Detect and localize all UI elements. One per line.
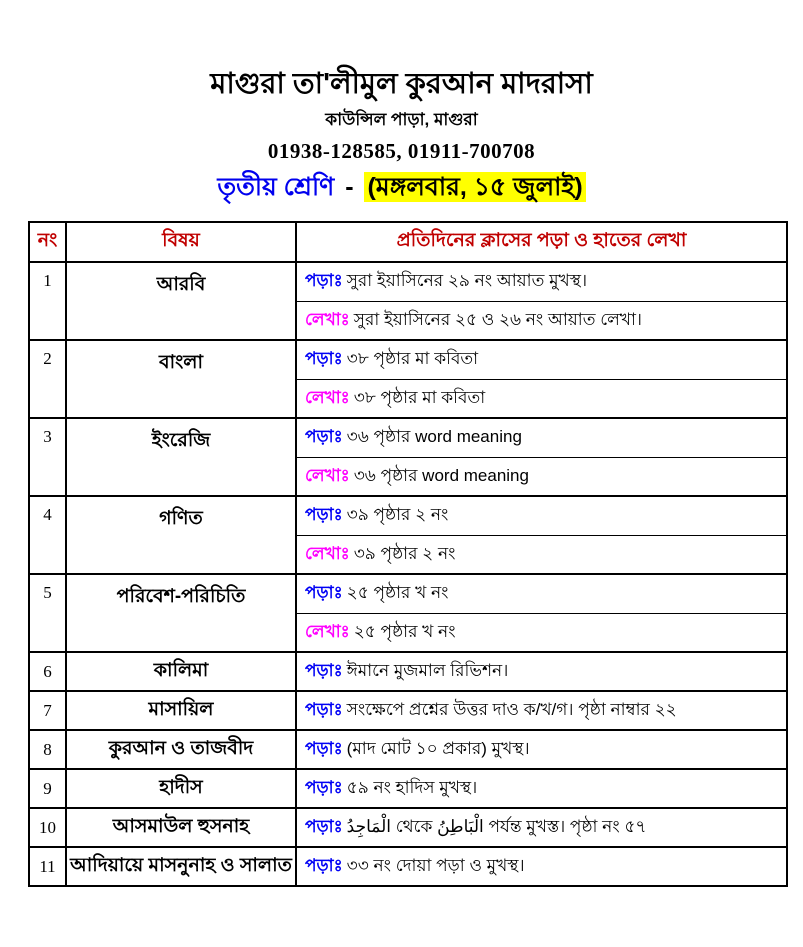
- write-label: লেখাঃ: [305, 621, 350, 641]
- read-lesson-cell: [296, 730, 787, 769]
- table-row: [29, 691, 787, 730]
- subject-cell: আসমাউল হুসনাহ: [66, 808, 296, 847]
- row-number: 3: [29, 418, 66, 496]
- table-header-row: [29, 222, 787, 262]
- read-text: ৩৩ নং দোয়া পড়া ও মুখস্থ।: [346, 855, 525, 875]
- row-number: 4: [29, 496, 66, 574]
- table-row: [29, 418, 787, 457]
- col-header-no: নং: [29, 222, 66, 262]
- write-lesson-cell: [296, 613, 787, 652]
- subject-cell: গণিত: [66, 496, 296, 574]
- subject-cell: হাদীস: [66, 769, 296, 808]
- write-text: সুরা ইয়াসিনের ২৫ ও ২৬ নং আয়াত লেখা।: [353, 309, 642, 329]
- read-label: পড়াঃ: [305, 816, 343, 836]
- subject-cell: পরিবেশ-পরিচিতি: [66, 574, 296, 652]
- read-text: ৩৯ পৃষ্ঠার ২ নং: [346, 505, 449, 524]
- read-label: পড়াঃ: [305, 777, 343, 797]
- subject-cell: মাসায়িল: [66, 691, 296, 730]
- row-number: 8: [29, 730, 66, 769]
- subject-cell: আরবি: [66, 262, 296, 340]
- table-row: [29, 730, 787, 769]
- phone-numbers: 01938-128585, 01911-700708: [267, 139, 536, 164]
- write-text: ৩৮ পৃষ্ঠার মা কবিতা: [353, 387, 486, 407]
- table-row: [29, 808, 787, 847]
- row-number: 7: [29, 691, 66, 730]
- madrasa-title: মাগুরা তা'লীমুল কুরআন মাদরাসা: [210, 68, 593, 100]
- read-lesson-cell: [296, 262, 787, 301]
- read-text: ২৫ পৃষ্ঠার খ নং: [346, 583, 449, 602]
- date-highlight: (মঙ্গলবার, ১৫ জুলাই): [364, 172, 585, 202]
- table-row: [29, 574, 787, 613]
- write-label: লেখাঃ: [305, 465, 350, 485]
- row-number: 10: [29, 808, 66, 847]
- read-lesson-cell: [296, 691, 787, 730]
- row-number: 5: [29, 574, 66, 652]
- read-lesson-cell: [296, 652, 787, 691]
- read-text: ৩৬ পৃষ্ঠার word meaning: [346, 427, 522, 446]
- row-number: 11: [29, 847, 66, 886]
- read-text: ৩৮ পৃষ্ঠার মা কবিতা: [346, 349, 479, 368]
- read-lesson-cell: [296, 496, 787, 535]
- subject-cell: বাংলা: [66, 340, 296, 418]
- table-row: [29, 847, 787, 886]
- class-name: তৃতীয় শ্রেণি: [217, 173, 335, 202]
- row-number: 1: [29, 262, 66, 340]
- write-label: লেখাঃ: [305, 387, 350, 407]
- write-label: লেখাঃ: [305, 309, 350, 329]
- subject-cell: ইংরেজি: [66, 418, 296, 496]
- read-text: الْمَاجِدُ থেকে الْبَاطِنُ পর্যন্ত মুখস্ত। পৃষ্ঠা নং ৫৭: [346, 816, 647, 836]
- subject-cell: কালিমা: [66, 652, 296, 691]
- table-row: [29, 496, 787, 535]
- separator-dash: -: [345, 173, 354, 202]
- read-label: পড়াঃ: [305, 699, 343, 719]
- read-label: পড়াঃ: [305, 583, 343, 602]
- write-text: ৩৯ পৃষ্ঠার ২ নং: [353, 543, 456, 563]
- write-text: ৩৬ পৃষ্ঠার word meaning: [353, 465, 529, 485]
- write-lesson-cell: [296, 301, 787, 340]
- write-text: ২৫ পৃষ্ঠার খ নং: [353, 621, 456, 641]
- table-row: [29, 340, 787, 379]
- read-text: (মাদ মোট ১০ প্রকার) মুখস্থ।: [346, 738, 530, 758]
- write-lesson-cell: [296, 457, 787, 496]
- row-number: 6: [29, 652, 66, 691]
- read-label: পড়াঃ: [305, 855, 343, 875]
- read-lesson-cell: [296, 808, 787, 847]
- row-number: 2: [29, 340, 66, 418]
- read-label: পড়াঃ: [305, 738, 343, 758]
- document-header: [0, 0, 803, 210]
- address-line: কাউন্সিল পাড়া, মাগুরা: [325, 110, 478, 130]
- read-lesson-cell: [296, 769, 787, 808]
- read-lesson-cell: [296, 574, 787, 613]
- read-label: পড়াঃ: [305, 271, 343, 290]
- class-date-line: [0, 167, 803, 210]
- lesson-schedule-table: [28, 221, 788, 887]
- read-text: ঈমানে মুজমাল রিভিশন।: [346, 660, 509, 680]
- read-text: সুরা ইয়াসিনের ২৯ নং আয়াত মুখস্থ।: [346, 271, 588, 290]
- subject-cell: আদিয়ায়ে মাসনুনাহ ও সালাত: [66, 847, 296, 886]
- subject-cell: কুরআন ও তাজবীদ: [66, 730, 296, 769]
- read-lesson-cell: [296, 418, 787, 457]
- table-row: [29, 769, 787, 808]
- row-number: 9: [29, 769, 66, 808]
- read-label: পড়াঃ: [305, 505, 343, 524]
- write-label: লেখাঃ: [305, 543, 350, 563]
- read-text: সংক্ষেপে প্রশ্নের উত্তর দাও ক/খ/গ। পৃষ্ঠা নাম্বার ২২: [346, 699, 677, 719]
- read-lesson-cell: [296, 340, 787, 379]
- table-row: [29, 652, 787, 691]
- read-label: পড়াঃ: [305, 427, 343, 446]
- col-header-lessons: প্রতিদিনের ক্লাসের পড়া ও হাতের লেখা: [296, 222, 787, 262]
- write-lesson-cell: [296, 379, 787, 418]
- read-label: পড়াঃ: [305, 660, 343, 680]
- read-lesson-cell: [296, 847, 787, 886]
- read-text: ৫৯ নং হাদিস মুখস্থ।: [346, 777, 478, 797]
- write-lesson-cell: [296, 535, 787, 574]
- col-header-subject: বিষয়: [66, 222, 296, 262]
- table-row: [29, 262, 787, 301]
- read-label: পড়াঃ: [305, 349, 343, 368]
